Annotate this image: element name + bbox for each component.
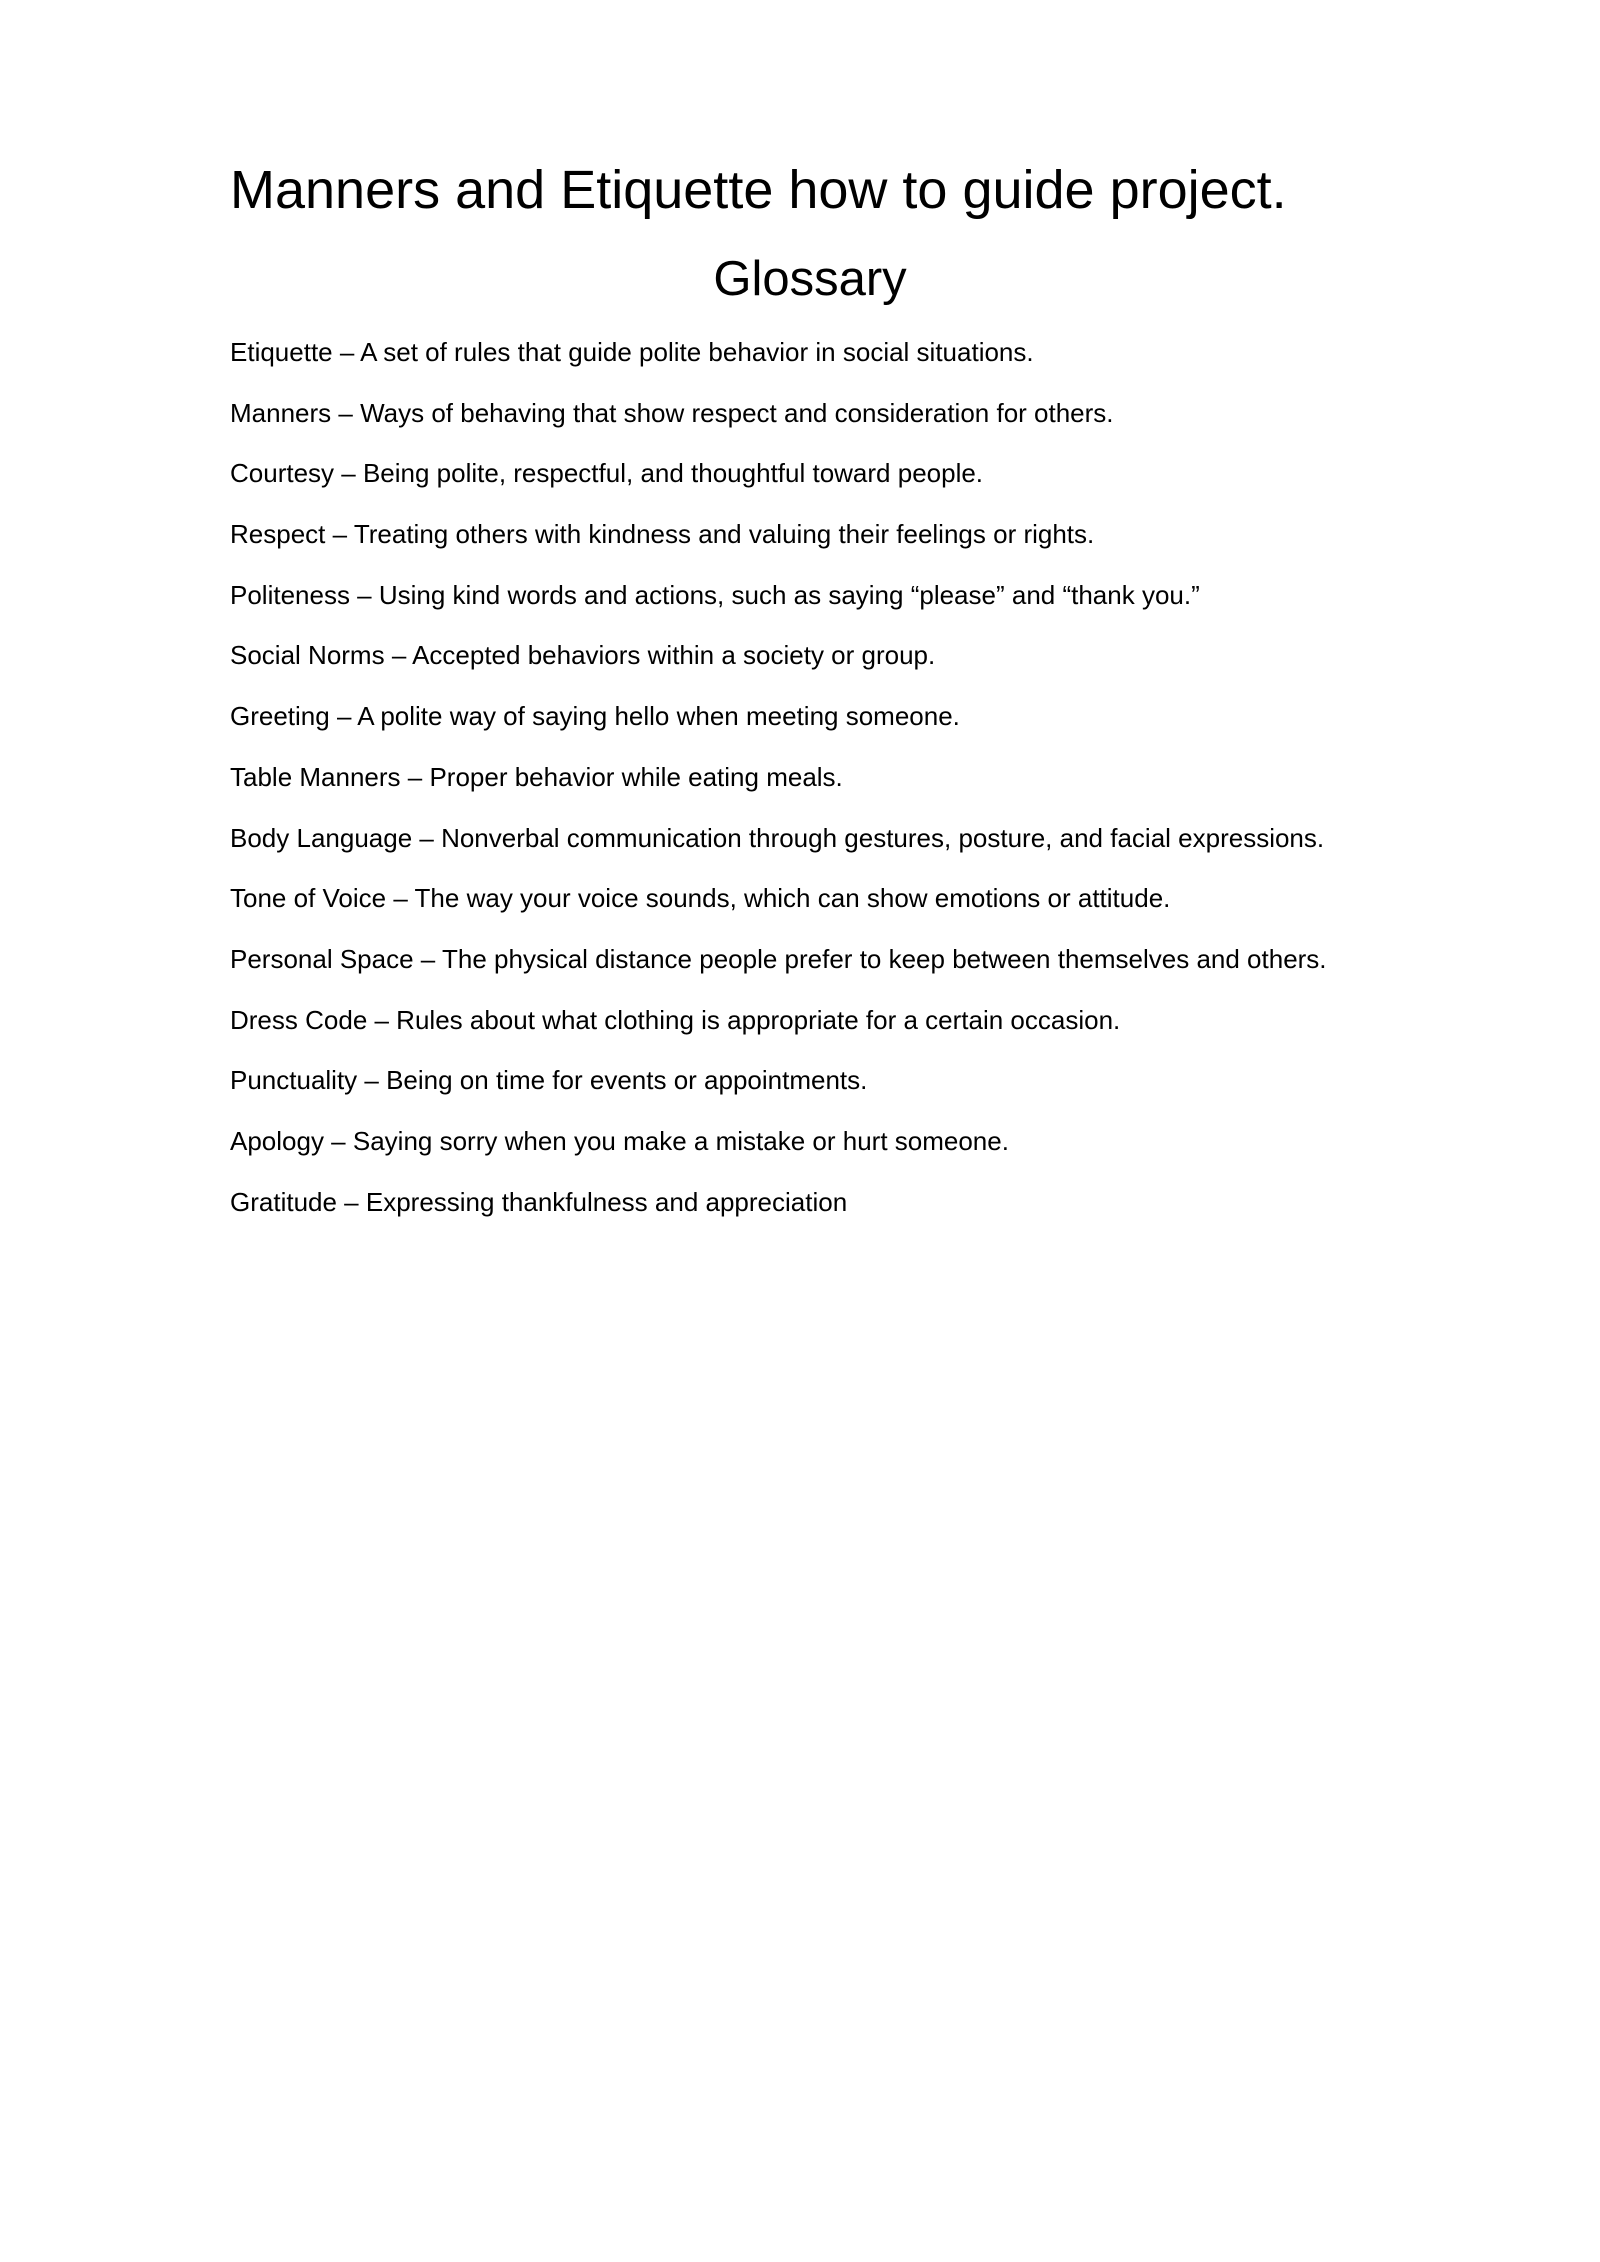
glossary-heading: Glossary [713,252,907,306]
glossary-entry-tone-of-voice: Tone of Voice – The way your voice sounds, which can show emotions or attitude. [230,883,1171,914]
glossary-list [230,332,1390,1222]
glossary-entry-table-manners: Table Manners – Proper behavior while eating meals. [230,761,843,792]
glossary-entry-etiquette: Etiquette – A set of rules that guide polite behavior in social situations. [230,337,1034,367]
glossary-entry-gratitude: Gratitude – Expressing thankfulness and appreciation [230,1186,848,1217]
glossary-entry-courtesy: Courtesy – Being polite, respectful, and thoughtful toward people. [230,458,984,489]
glossary-entry-manners: Manners – Ways of behaving that show respect and consideration for others. [230,397,1114,428]
glossary-entry-social-norms: Social Norms – Accepted behaviors within a society or group. [230,640,936,671]
document-title: Manners and Etiquette how to guide project. [230,160,1287,220]
glossary-entry-punctuality: Punctuality – Being on time for events or appointments. [230,1065,868,1096]
glossary-entry-apology: Apology – Saying sorry when you make a mistake or hurt someone. [230,1125,1009,1156]
glossary-entry-respect: Respect – Treating others with kindness and valuing their feelings or rights. [230,519,1095,550]
glossary-entry-body-language: Body Language – Nonverbal communication through gestures, posture, and facial expressions. [230,822,1325,853]
glossary-entry-greeting: Greeting – A polite way of saying hello when meeting someone. [230,701,960,732]
document-body [230,150,1390,1242]
glossary-entry-dress-code: Dress Code – Rules about what clothing is appropriate for a certain occasion. [230,1004,1121,1035]
glossary-entry-politeness: Politeness – Using kind words and actions, such as saying “please” and “thank you.” [230,579,1200,610]
glossary-entry-personal-space: Personal Space – The physical distance people prefer to keep between themselves and others. [230,943,1327,974]
